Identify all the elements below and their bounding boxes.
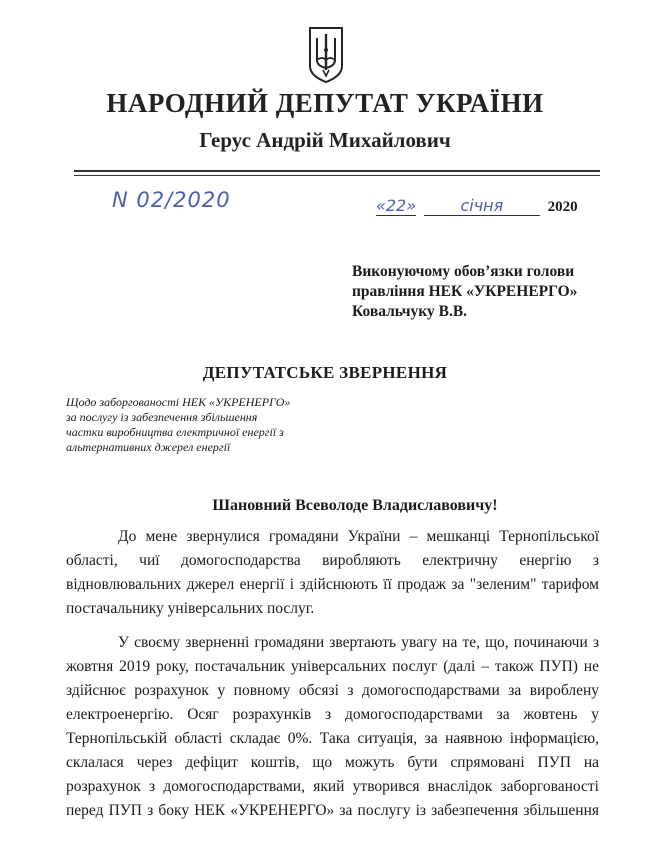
letterhead-title: НАРОДНИЙ ДЕПУТАТ УКРАЇНИ	[106, 88, 544, 118]
addressee-line: Ковальчуку В.В.	[352, 303, 468, 320]
registration-number: N 02/2020	[112, 188, 231, 212]
addressee-block	[352, 262, 577, 322]
body-line: перед ПУП з боку НЕК «УКРЕНЕРГО» за послугу із забезпечення збільшення	[66, 802, 599, 819]
date-month: січня	[424, 196, 540, 216]
date-year: 2020	[547, 199, 578, 215]
body-line: Тернопільській області складає 0%. Така ситуація, за наявною інформацією,	[66, 730, 599, 747]
paragraph-2	[66, 631, 599, 823]
letterhead-divider-thin	[74, 175, 600, 176]
subject-line: частки виробництва електричної енергії з	[66, 425, 284, 439]
date-day: «22»	[376, 196, 417, 215]
paragraph-1	[66, 525, 599, 621]
salutation: Шановний Всеволоде Владиславовичу!	[212, 497, 498, 514]
body-line: здійснює розрахунок у повному обсязі з домогосподарствами за вироблену	[66, 682, 599, 699]
addressee-line: Виконуючому обов’язки голови	[352, 263, 575, 280]
letter-body	[66, 525, 599, 823]
subject-line: Щодо заборгованості НЕК «УКРЕНЕРГО»	[66, 395, 291, 409]
body-line: До мене звернулися громадяни України – мешканці Тернопільської	[118, 528, 599, 545]
subject-line: за послугу із забезпечення збільшення	[66, 410, 258, 424]
body-line: області, чиї домогосподарства виробляють електричну енергію з	[66, 552, 599, 569]
body-line: постачальнику універсальних послуг.	[66, 600, 315, 617]
body-line: жовтня 2019 року, постачальник універсальних послуг (далі – також ПУП) не	[66, 658, 599, 675]
document-title: ДЕПУТАТСЬКЕ ЗВЕРНЕННЯ	[202, 363, 448, 382]
body-line: склалася через дефіцит коштів, що можуть бути спрямовані ПУП на	[66, 754, 599, 771]
subject-block	[66, 395, 290, 455]
body-line: відновлювальних джерел енергії і здійснюють її продаж за "зеленим" тарифом	[66, 576, 599, 593]
subject-line: альтернативних джерел енергії	[66, 440, 231, 454]
body-line: розрахунок з домогосподарствами, який утворився внаслідок заборгованості	[66, 778, 599, 795]
letterhead-name: Герус Андрій Михайлович	[199, 128, 451, 152]
body-line: У своєму зверненні громадяни звертають увагу на те, що, починаючи з	[118, 634, 599, 651]
letterhead-divider-thick	[74, 170, 600, 172]
letter-date	[376, 196, 578, 216]
trident-coat-of-arms-icon	[308, 26, 344, 84]
addressee-line: правління НЕК «УКРЕНЕРГО»	[352, 283, 578, 300]
body-line: електроенергію. Осяг розрахунків з домогосподарствами за жовтень у	[66, 706, 599, 723]
